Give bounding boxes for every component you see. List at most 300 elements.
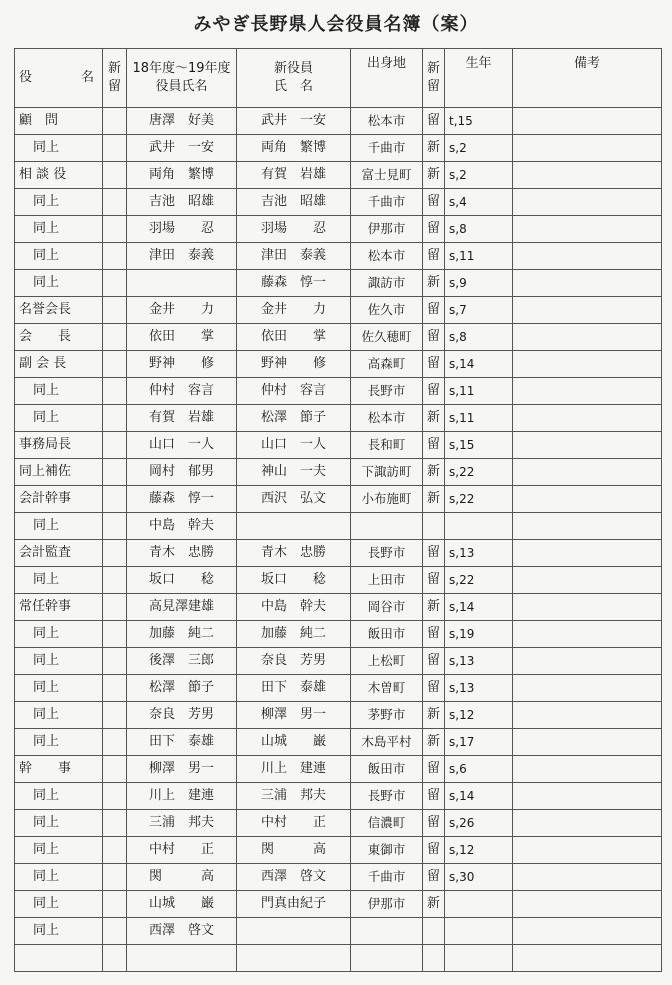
table-row (15, 432, 662, 459)
flag-cell: 新 (423, 702, 445, 729)
new-flag-cell (103, 675, 127, 702)
new-officer-cell: 神山 一夫 (237, 459, 351, 486)
birthplace-cell: 岡谷市 (351, 594, 423, 621)
notes-cell (513, 918, 662, 945)
table-row (15, 189, 662, 216)
header-new-officer-top: 新役員 (273, 61, 313, 76)
notes-cell (513, 621, 662, 648)
new-flag-cell (103, 810, 127, 837)
new-flag-cell (103, 459, 127, 486)
old-officer-cell: 唐澤 好美 (127, 108, 237, 135)
header-flag-top: 新 (427, 61, 441, 76)
new-flag-cell (103, 189, 127, 216)
birthplace-cell: 佐久市 (351, 297, 423, 324)
old-officer-cell: 仲村 容言 (127, 378, 237, 405)
old-officer-cell: 三浦 邦夫 (127, 810, 237, 837)
notes-cell (513, 864, 662, 891)
birthplace-cell: 伊那市 (351, 216, 423, 243)
role-cell: 同上 (15, 378, 103, 405)
flag-cell: 留 (423, 351, 445, 378)
old-officer-cell: 金井 力 (127, 297, 237, 324)
new-flag-cell (103, 567, 127, 594)
birthplace-cell: 飯田市 (351, 756, 423, 783)
birth-year-cell: s,6 (445, 756, 513, 783)
birthplace-cell: 千曲市 (351, 135, 423, 162)
old-officer-cell (127, 945, 237, 972)
old-officer-cell: 吉池 昭雄 (127, 189, 237, 216)
new-officer-cell (237, 918, 351, 945)
flag-cell: 留 (423, 648, 445, 675)
flag-cell: 留 (423, 783, 445, 810)
notes-cell (513, 702, 662, 729)
notes-cell (513, 297, 662, 324)
new-flag-cell (103, 243, 127, 270)
old-officer-cell: 柳澤 男一 (127, 756, 237, 783)
new-officer-cell: 三浦 邦夫 (237, 783, 351, 810)
role-cell: 同上 (15, 675, 103, 702)
flag-cell: 留 (423, 756, 445, 783)
new-flag-cell (103, 864, 127, 891)
notes-cell (513, 675, 662, 702)
role-cell: 同上 (15, 648, 103, 675)
new-officer-cell: 松澤 節子 (237, 405, 351, 432)
new-flag-cell (103, 297, 127, 324)
role-cell: 同上 (15, 189, 103, 216)
old-officer-cell: 山城 巌 (127, 891, 237, 918)
birth-year-cell (445, 513, 513, 540)
new-officer-cell: 西澤 啓文 (237, 864, 351, 891)
birth-year-cell: s,2 (445, 162, 513, 189)
birth-year-cell: s,14 (445, 594, 513, 621)
table-row (15, 324, 662, 351)
flag-cell: 留 (423, 216, 445, 243)
header-new-flag-top: 新 (107, 61, 121, 76)
new-flag-cell (103, 783, 127, 810)
role-cell: 同上 (15, 891, 103, 918)
new-flag-cell (103, 405, 127, 432)
birthplace-cell (351, 513, 423, 540)
birth-year-cell: s,12 (445, 837, 513, 864)
birth-year-cell: s,11 (445, 243, 513, 270)
new-officer-cell: 有賀 岩雄 (237, 162, 351, 189)
flag-cell: 留 (423, 243, 445, 270)
new-flag-cell (103, 216, 127, 243)
role-cell: 事務局長 (15, 432, 103, 459)
table-row (15, 945, 662, 972)
table-row (15, 135, 662, 162)
flag-cell: 留 (423, 189, 445, 216)
new-flag-cell (103, 918, 127, 945)
header-notes: 備考 (513, 49, 662, 108)
flag-cell: 新 (423, 135, 445, 162)
new-officer-cell: 関 高 (237, 837, 351, 864)
new-officer-cell: 羽場 忍 (237, 216, 351, 243)
notes-cell (513, 324, 662, 351)
flag-cell: 新 (423, 405, 445, 432)
birthplace-cell (351, 918, 423, 945)
flag-cell: 新 (423, 162, 445, 189)
notes-cell (513, 783, 662, 810)
notes-cell (513, 108, 662, 135)
birthplace-cell: 松本市 (351, 108, 423, 135)
old-officer-cell: 坂口 稔 (127, 567, 237, 594)
table-row (15, 648, 662, 675)
new-flag-cell (103, 648, 127, 675)
header-new-flag-bottom: 留 (107, 79, 121, 94)
role-cell: 顧 問 (15, 108, 103, 135)
old-officer-cell: 松澤 節子 (127, 675, 237, 702)
flag-cell: 留 (423, 621, 445, 648)
table-row (15, 918, 662, 945)
notes-cell (513, 594, 662, 621)
role-cell: 同上 (15, 864, 103, 891)
role-cell: 相 談 役 (15, 162, 103, 189)
table-row (15, 891, 662, 918)
old-officer-cell: 中村 正 (127, 837, 237, 864)
birthplace-cell: 千曲市 (351, 864, 423, 891)
new-officer-cell: 川上 建連 (237, 756, 351, 783)
birthplace-cell: 伊那市 (351, 891, 423, 918)
old-officer-cell: 武井 一安 (127, 135, 237, 162)
birthplace-cell: 諏訪市 (351, 270, 423, 297)
flag-cell: 新 (423, 594, 445, 621)
new-officer-cell: 田下 泰雄 (237, 675, 351, 702)
old-officer-cell: 田下 泰雄 (127, 729, 237, 756)
notes-cell (513, 513, 662, 540)
birth-year-cell: s,11 (445, 405, 513, 432)
flag-cell: 新 (423, 486, 445, 513)
table-row (15, 567, 662, 594)
flag-cell: 留 (423, 567, 445, 594)
notes-cell (513, 540, 662, 567)
role-cell: 同上 (15, 837, 103, 864)
notes-cell (513, 729, 662, 756)
header-old-officer (127, 49, 237, 108)
role-cell: 同上 (15, 702, 103, 729)
new-flag-cell (103, 513, 127, 540)
table-row (15, 351, 662, 378)
role-cell: 名誉会長 (15, 297, 103, 324)
birth-year-cell: s,26 (445, 810, 513, 837)
new-officer-cell: 武井 一安 (237, 108, 351, 135)
new-officer-cell (237, 513, 351, 540)
flag-cell: 新 (423, 891, 445, 918)
old-officer-cell: 関 高 (127, 864, 237, 891)
flag-cell: 留 (423, 324, 445, 351)
old-officer-cell: 青木 忠勝 (127, 540, 237, 567)
birthplace-cell: 信濃町 (351, 810, 423, 837)
role-cell: 同上 (15, 729, 103, 756)
birth-year-cell: s,8 (445, 324, 513, 351)
role-cell: 同上 (15, 243, 103, 270)
flag-cell: 留 (423, 864, 445, 891)
flag-cell: 留 (423, 540, 445, 567)
new-officer-cell: 両角 繁博 (237, 135, 351, 162)
birthplace-cell: 下諏訪町 (351, 459, 423, 486)
flag-cell: 留 (423, 675, 445, 702)
table-row (15, 216, 662, 243)
birth-year-cell: s,9 (445, 270, 513, 297)
new-officer-cell: 中村 正 (237, 810, 351, 837)
roster-body (15, 108, 662, 972)
old-officer-cell: 依田 掌 (127, 324, 237, 351)
notes-cell (513, 378, 662, 405)
header-flag (423, 49, 445, 108)
new-officer-cell: 山口 一人 (237, 432, 351, 459)
new-flag-cell (103, 270, 127, 297)
flag-cell: 留 (423, 810, 445, 837)
new-officer-cell: 津田 泰義 (237, 243, 351, 270)
old-officer-cell: 高見澤建雄 (127, 594, 237, 621)
birthplace-cell: 高森町 (351, 351, 423, 378)
notes-cell (513, 243, 662, 270)
table-row (15, 729, 662, 756)
new-officer-cell: 仲村 容言 (237, 378, 351, 405)
flag-cell: 新 (423, 459, 445, 486)
new-officer-cell: 西沢 弘文 (237, 486, 351, 513)
table-row (15, 486, 662, 513)
new-flag-cell (103, 108, 127, 135)
new-officer-cell: 藤森 惇一 (237, 270, 351, 297)
old-officer-cell: 両角 繁博 (127, 162, 237, 189)
new-officer-cell: 中島 幹夫 (237, 594, 351, 621)
birth-year-cell: s,4 (445, 189, 513, 216)
new-officer-cell: 依田 掌 (237, 324, 351, 351)
notes-cell (513, 432, 662, 459)
old-officer-cell: 山口 一人 (127, 432, 237, 459)
notes-cell (513, 216, 662, 243)
birthplace-cell: 長野市 (351, 540, 423, 567)
notes-cell (513, 486, 662, 513)
notes-cell (513, 945, 662, 972)
birthplace-cell: 松本市 (351, 243, 423, 270)
table-row (15, 756, 662, 783)
birthplace-cell: 上松町 (351, 648, 423, 675)
new-officer-cell: 加藤 純二 (237, 621, 351, 648)
notes-cell (513, 459, 662, 486)
table-row (15, 837, 662, 864)
header-new-officer-bottom: 氏 名 (273, 79, 313, 94)
birth-year-cell: s,22 (445, 567, 513, 594)
new-flag-cell (103, 945, 127, 972)
birthplace-cell: 富士見町 (351, 162, 423, 189)
table-row (15, 243, 662, 270)
role-cell: 同上 (15, 513, 103, 540)
old-officer-cell: 川上 建連 (127, 783, 237, 810)
birth-year-cell: s,13 (445, 648, 513, 675)
birth-year-cell: s,2 (445, 135, 513, 162)
notes-cell (513, 567, 662, 594)
birth-year-cell: s,14 (445, 351, 513, 378)
old-officer-cell: 羽場 忍 (127, 216, 237, 243)
birthplace-cell: 千曲市 (351, 189, 423, 216)
notes-cell (513, 189, 662, 216)
table-row (15, 864, 662, 891)
table-row (15, 810, 662, 837)
birth-year-cell: s,15 (445, 432, 513, 459)
birth-year-cell: s,19 (445, 621, 513, 648)
new-flag-cell (103, 540, 127, 567)
role-cell: 会 長 (15, 324, 103, 351)
new-officer-cell: 門真由紀子 (237, 891, 351, 918)
table-row (15, 459, 662, 486)
old-officer-cell: 藤森 惇一 (127, 486, 237, 513)
birthplace-cell (351, 945, 423, 972)
header-birth-year: 生年 (445, 49, 513, 108)
notes-cell (513, 891, 662, 918)
table-row (15, 108, 662, 135)
birth-year-cell: s,8 (445, 216, 513, 243)
header-flag-bottom: 留 (427, 79, 441, 94)
notes-cell (513, 162, 662, 189)
birth-year-cell: s,12 (445, 702, 513, 729)
birthplace-cell: 東御市 (351, 837, 423, 864)
role-cell: 同上 (15, 918, 103, 945)
role-cell: 会計監査 (15, 540, 103, 567)
birth-year-cell: s,14 (445, 783, 513, 810)
header-old-officer-top: 18年度～19年度 (132, 61, 231, 76)
role-cell (15, 945, 103, 972)
new-officer-cell: 野神 修 (237, 351, 351, 378)
birthplace-cell: 松本市 (351, 405, 423, 432)
flag-cell: 留 (423, 837, 445, 864)
birthplace-cell: 木曽町 (351, 675, 423, 702)
old-officer-cell: 岡村 郁男 (127, 459, 237, 486)
new-officer-cell: 青木 忠勝 (237, 540, 351, 567)
new-flag-cell (103, 378, 127, 405)
header-role: 役 名 (15, 49, 103, 108)
role-cell: 同上 (15, 567, 103, 594)
new-flag-cell (103, 432, 127, 459)
header-birthplace: 出身地 (351, 49, 423, 108)
table-row (15, 540, 662, 567)
birthplace-cell: 佐久穂町 (351, 324, 423, 351)
old-officer-cell: 奈良 芳男 (127, 702, 237, 729)
new-flag-cell (103, 621, 127, 648)
new-flag-cell (103, 729, 127, 756)
birth-year-cell: s,7 (445, 297, 513, 324)
table-row (15, 513, 662, 540)
role-cell: 同上 (15, 405, 103, 432)
flag-cell: 新 (423, 270, 445, 297)
document-title: みやぎ長野県人会役員名簿（案） (193, 14, 479, 35)
flag-cell (423, 945, 445, 972)
table-row (15, 675, 662, 702)
flag-cell (423, 513, 445, 540)
role-cell: 副 会 長 (15, 351, 103, 378)
new-officer-cell: 金井 力 (237, 297, 351, 324)
birth-year-cell: s,30 (445, 864, 513, 891)
old-officer-cell: 西澤 啓文 (127, 918, 237, 945)
flag-cell: 留 (423, 108, 445, 135)
role-cell: 同上 (15, 783, 103, 810)
new-flag-cell (103, 756, 127, 783)
header-new-officer (237, 49, 351, 108)
new-flag-cell (103, 351, 127, 378)
officer-roster-table (14, 48, 662, 972)
flag-cell: 留 (423, 297, 445, 324)
birth-year-cell (445, 945, 513, 972)
new-flag-cell (103, 891, 127, 918)
notes-cell (513, 135, 662, 162)
new-flag-cell (103, 324, 127, 351)
role-cell: 同上 (15, 810, 103, 837)
old-officer-cell: 中島 幹夫 (127, 513, 237, 540)
birth-year-cell: s,11 (445, 378, 513, 405)
flag-cell (423, 918, 445, 945)
old-officer-cell: 野神 修 (127, 351, 237, 378)
notes-cell (513, 405, 662, 432)
birthplace-cell: 小布施町 (351, 486, 423, 513)
role-cell: 常任幹事 (15, 594, 103, 621)
role-cell: 同上補佐 (15, 459, 103, 486)
table-row (15, 297, 662, 324)
header-old-officer-bottom: 役員氏名 (155, 79, 208, 94)
role-cell: 同上 (15, 135, 103, 162)
table-row (15, 594, 662, 621)
old-officer-cell: 加藤 純二 (127, 621, 237, 648)
notes-cell (513, 810, 662, 837)
birth-year-cell: t,15 (445, 108, 513, 135)
new-officer-cell: 吉池 昭雄 (237, 189, 351, 216)
new-flag-cell (103, 162, 127, 189)
new-flag-cell (103, 135, 127, 162)
flag-cell: 新 (423, 729, 445, 756)
new-flag-cell (103, 702, 127, 729)
birth-year-cell: s,13 (445, 675, 513, 702)
notes-cell (513, 837, 662, 864)
new-flag-cell (103, 594, 127, 621)
table-header-row (15, 49, 662, 108)
new-flag-cell (103, 837, 127, 864)
new-officer-cell: 柳澤 男一 (237, 702, 351, 729)
birth-year-cell: s,13 (445, 540, 513, 567)
birth-year-cell (445, 891, 513, 918)
role-cell: 会計幹事 (15, 486, 103, 513)
flag-cell: 留 (423, 378, 445, 405)
notes-cell (513, 648, 662, 675)
notes-cell (513, 351, 662, 378)
birthplace-cell: 飯田市 (351, 621, 423, 648)
old-officer-cell: 津田 泰義 (127, 243, 237, 270)
birth-year-cell: s,22 (445, 486, 513, 513)
birth-year-cell: s,22 (445, 459, 513, 486)
birthplace-cell: 長和町 (351, 432, 423, 459)
new-flag-cell (103, 486, 127, 513)
table-row (15, 783, 662, 810)
role-cell: 幹 事 (15, 756, 103, 783)
birthplace-cell: 長野市 (351, 783, 423, 810)
table-row (15, 378, 662, 405)
birthplace-cell: 茅野市 (351, 702, 423, 729)
old-officer-cell: 有賀 岩雄 (127, 405, 237, 432)
table-row (15, 702, 662, 729)
old-officer-cell (127, 270, 237, 297)
notes-cell (513, 270, 662, 297)
role-cell: 同上 (15, 621, 103, 648)
new-officer-cell: 奈良 芳男 (237, 648, 351, 675)
birth-year-cell (445, 918, 513, 945)
flag-cell: 留 (423, 432, 445, 459)
birthplace-cell: 上田市 (351, 567, 423, 594)
new-officer-cell: 坂口 稔 (237, 567, 351, 594)
role-cell: 同上 (15, 270, 103, 297)
old-officer-cell: 後澤 三郎 (127, 648, 237, 675)
notes-cell (513, 756, 662, 783)
table-row (15, 405, 662, 432)
birthplace-cell: 長野市 (351, 378, 423, 405)
table-row (15, 270, 662, 297)
